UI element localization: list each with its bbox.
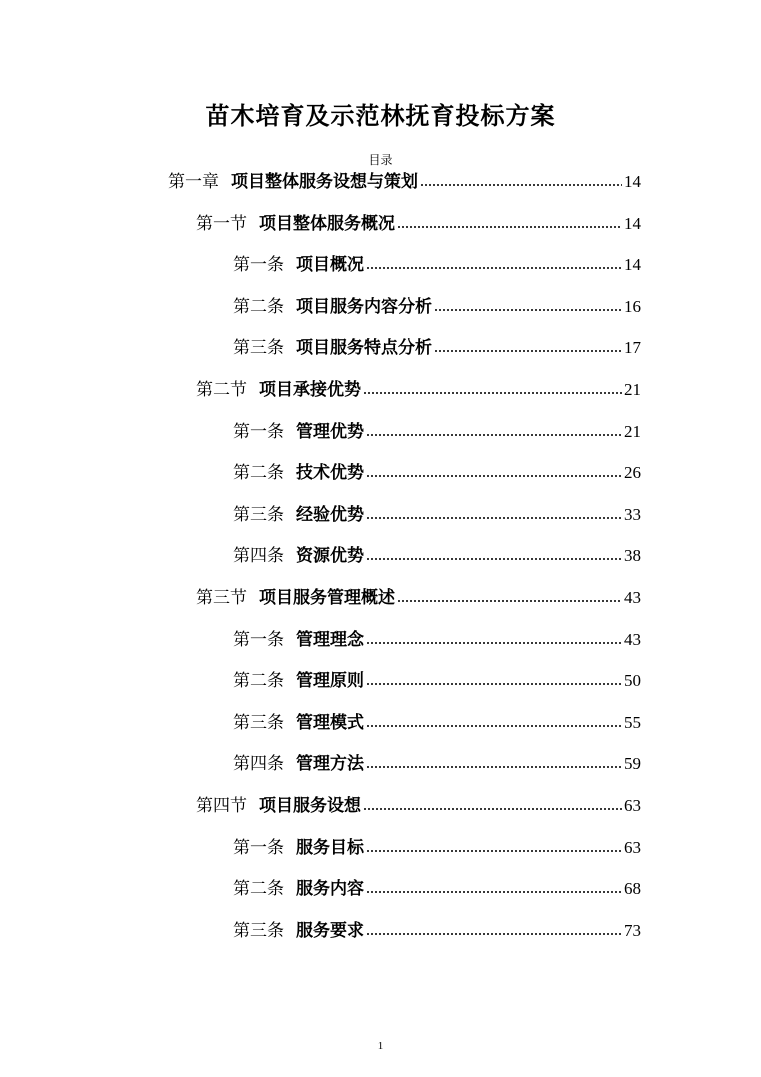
toc-leader-dots [366,265,622,271]
toc-entry-number: 第一条 [233,421,284,442]
toc-entry[interactable] [233,420,641,444]
toc-entry-title: 服务内容 [296,879,364,900]
toc-entry[interactable] [233,295,641,319]
toc-entry-page: 21 [624,380,641,399]
toc-entry-page: 21 [624,421,641,441]
toc-entry[interactable] [233,628,641,652]
toc-entry-title: 项目服务内容分析 [296,296,432,317]
toc-leader-dots [366,556,622,562]
toc-leader-dots [366,432,622,438]
toc-entry[interactable] [233,336,641,360]
toc-entry-page: 63 [624,796,641,815]
toc-entry-number: 第三条 [233,920,284,941]
toc-entry-number: 第二节 [196,380,247,400]
toc-entry-number: 第一节 [196,213,247,234]
toc-leader-dots [366,848,622,854]
toc-entry-title: 经验优势 [296,504,364,525]
toc-entry-number: 第一条 [233,629,284,650]
toc-entry-number: 第一章 [168,172,219,192]
toc-entry[interactable] [233,669,641,693]
toc-leader-dots [366,473,622,479]
page-number: 1 [377,1040,384,1052]
toc-entry[interactable] [233,836,641,860]
toc-entry-page: 50 [624,671,641,691]
toc-leader-dots [434,348,622,354]
toc-entry-number: 第三条 [233,504,284,525]
toc-entry-title: 管理方法 [296,754,364,775]
toc-entry[interactable] [233,461,641,485]
toc-entry[interactable] [233,877,641,901]
toc-entry-number: 第三条 [233,712,284,733]
toc-entry-page: 14 [624,213,641,233]
toc-entry-page: 68 [624,879,641,899]
toc-entry-number: 第二条 [233,879,284,900]
toc-entry-page: 14 [624,172,641,191]
toc-entry-title: 管理理念 [296,629,364,650]
toc-leader-dots [366,764,622,770]
toc-leader-dots [397,224,622,230]
toc-entry[interactable] [233,544,641,568]
toc-entry-page: 14 [624,255,641,275]
toc-leader-dots [434,307,622,313]
toc-entry-title: 管理优势 [296,421,364,442]
toc-entry-title: 项目整体服务概况 [259,213,395,234]
toc-leader-dots [366,515,622,521]
toc-entry[interactable] [233,919,641,943]
toc-entry-number: 第二条 [233,463,284,484]
toc-entry-page: 63 [624,837,641,857]
toc-entry[interactable] [196,212,641,236]
toc-entry-page: 33 [624,504,641,524]
toc-entry-title: 项目承接优势 [259,380,361,400]
toc-entry[interactable] [196,378,641,402]
toc-entry-page: 43 [624,629,641,649]
toc-entry[interactable] [233,503,641,527]
toc-entry-title: 项目服务设想 [259,796,361,816]
toc-entry-title: 资源优势 [296,546,364,567]
document-title: 苗木培育及示范林抚育投标方案 [205,101,556,130]
toc-leader-dots [397,598,622,604]
toc-entry[interactable] [168,170,641,194]
toc-entry-page: 43 [624,588,641,607]
toc-leader-dots [366,723,622,729]
toc-leader-dots [366,931,622,937]
toc-entry-number: 第二条 [233,296,284,317]
toc-entry-page: 55 [624,712,641,732]
toc-entry-page: 38 [624,546,641,566]
toc-leader-dots [363,390,622,396]
toc-leader-dots [363,806,622,812]
toc-entry-title: 项目整体服务设想与策划 [231,172,418,192]
toc-entry-number: 第四条 [233,546,284,567]
toc-entry-page: 26 [624,463,641,483]
toc-entry-number: 第四条 [233,754,284,775]
toc-entry-title: 项目服务管理概述 [259,588,395,608]
toc-entry-number: 第一条 [233,837,284,858]
toc-leader-dots [366,681,622,687]
toc-heading: 目录 [368,153,393,167]
toc-leader-dots [366,889,622,895]
toc-entry[interactable] [196,586,641,610]
toc-entry[interactable] [196,794,641,818]
toc-entry-title: 服务要求 [296,920,364,941]
toc-entry-number: 第二条 [233,671,284,692]
toc-entry-page: 59 [624,754,641,774]
toc-entry-number: 第三条 [233,338,284,359]
toc-entry[interactable] [233,752,641,776]
toc-entry-title: 项目服务特点分析 [296,338,432,359]
toc-entry-page: 73 [624,920,641,940]
toc-entry-title: 服务目标 [296,837,364,858]
toc-entry[interactable] [233,711,641,735]
toc-entry-title: 项目概况 [296,255,364,276]
toc-entry-number: 第一条 [233,255,284,276]
toc-entry-number: 第三节 [196,588,247,608]
toc-entry-page: 17 [624,338,641,358]
toc-leader-dots [420,182,622,188]
toc-entry-title: 技术优势 [296,463,364,484]
toc-leader-dots [366,640,622,646]
toc-entry-title: 管理原则 [296,671,364,692]
toc-entry-page: 16 [624,296,641,316]
toc-entry-title: 管理模式 [296,712,364,733]
toc-entry[interactable] [233,253,641,277]
toc-entry-number: 第四节 [196,796,247,816]
